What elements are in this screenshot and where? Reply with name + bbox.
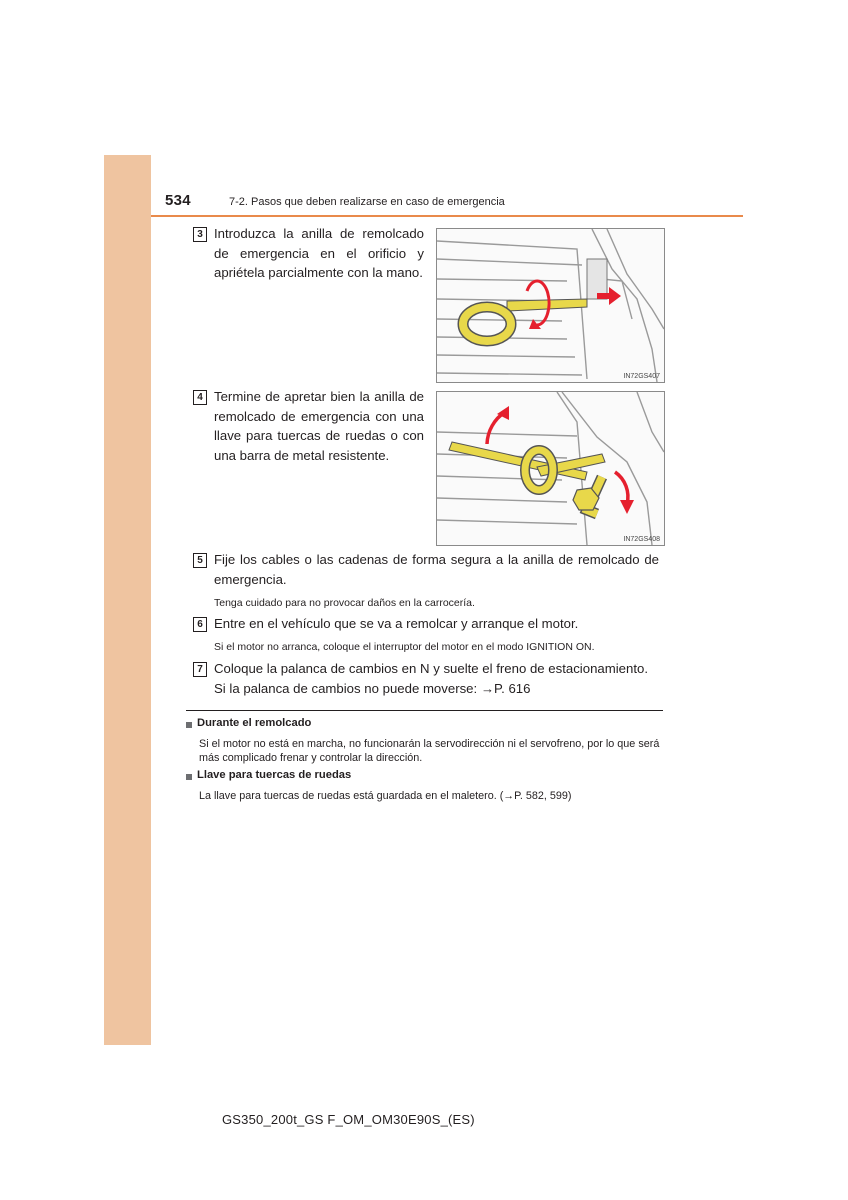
step-3-number: 3	[193, 227, 207, 242]
info-heading-wrench: Llave para tuercas de ruedas	[197, 769, 352, 781]
step-6-text: Entre en el vehículo que se va a remolcar y arranque el motor.	[214, 616, 579, 631]
step-7-number: 7	[193, 662, 207, 677]
figure-code-3: IN72GS407	[623, 373, 660, 380]
step-6-note: Si el motor no arranca, coloque el interruptor del motor en el modo IGNITION ON.	[214, 641, 595, 653]
section-title: 7-2. Pasos que deben realizarse en caso de emergencia	[229, 196, 505, 208]
figure-tow-eyelet-insert	[436, 228, 665, 383]
figure-wrench-tighten	[436, 391, 665, 546]
figure-code-4: IN72GS408	[623, 536, 660, 543]
step-6-number: 6	[193, 617, 207, 632]
divider-rule	[186, 710, 663, 711]
step-7-crossref: Si la palanca de cambios no puede moverse: →P. 616	[214, 681, 531, 696]
step-5-text: Fije los cables o las cadenas de forma segura a la anilla de remolcado de emergencia.	[214, 552, 659, 587]
info-heading-towing: Durante el remolcado	[197, 717, 312, 729]
header-rule	[151, 215, 743, 217]
step-7-text: Coloque la palanca de cambios en N y suelte el freno de estacionamiento.	[214, 661, 648, 676]
info-body-towing: Si el motor no está en marcha, no funcionarán la servodirección ni el servofreno, por lo que será más complicado frenar y controlar la dirección.	[199, 738, 660, 764]
step-5-note: Tenga cuidado para no provocar daños en la carrocería.	[214, 597, 475, 609]
chapter-side-tab	[104, 155, 151, 1045]
info-bullet-1	[186, 722, 192, 728]
step-5-number: 5	[193, 553, 207, 568]
step-4-number: 4	[193, 390, 207, 405]
info-bullet-2	[186, 774, 192, 780]
page-number: 534	[165, 192, 191, 209]
info-body-wrench: La llave para tuercas de ruedas está guardada en el maletero. (→P. 582, 599)	[199, 790, 572, 802]
step-4-text: Termine de apretar bien la anilla de remolcado de emergencia con una llave para tuercas de ruedas o con una barra de metal resistente.	[214, 389, 424, 463]
footer-document-code: GS350_200t_GS F_OM_OM30E90S_(ES)	[222, 1112, 475, 1127]
step-3-text: Introduzca la anilla de remolcado de emergencia en el orificio y apriétela parcialmente con la mano.	[214, 226, 424, 280]
